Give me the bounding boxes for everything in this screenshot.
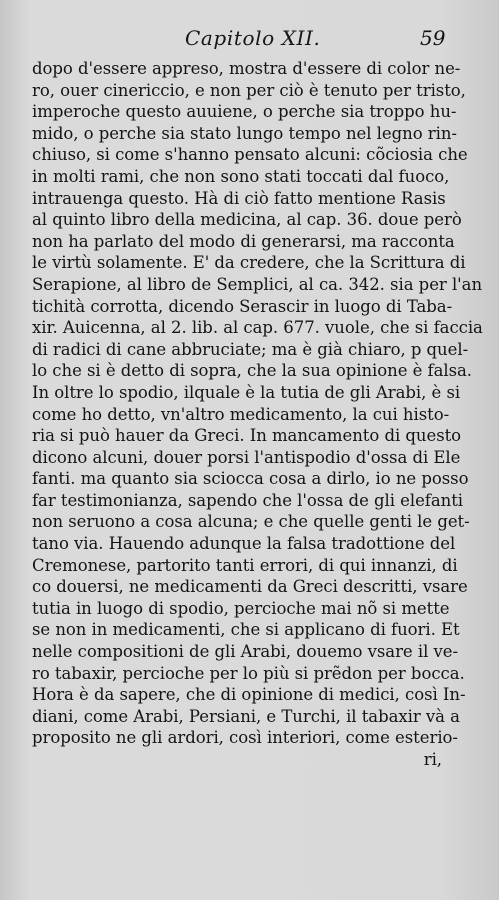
running-head: Capitolo XII. [185,26,321,50]
text-line: come ho detto, vn'altro medicamento, la cui histo- [32,404,450,424]
text-line: non ha parlato del modo di generarsi, ma racconta [32,231,455,251]
text-line: fanti. ma quanto sia sciocca cosa a dirlo, io ne posso [32,469,469,489]
text-line: xir. Auicenna, al 2. lib. al cap. 677. vuole, che si faccia [32,318,483,338]
text-line: non seruono a cosa alcuna; e che quelle genti le get- [32,512,470,532]
text-line: le virtù solamente. E' da credere, che la Scrittura di [32,253,466,273]
text-line: dicono alcuni, douer porsi l'antispodio d'ossa di Ele [32,447,461,467]
text-line: Cremonese, partorito tanti errori, di qui innanzi, di [32,555,458,575]
text-line: chiuso, si come s'hanno pensato alcuni: cõciosia che [32,145,468,165]
text-line: Serapione, al libro de Semplici, al ca. 342. sia per l'an [32,274,483,294]
text-line: proposito ne gli ardori, così interiori, come esterio- [32,728,458,748]
text-line: ro, ouer cinericcio, e non per ciò è tenuto per tristo, [32,80,466,100]
show-through-shadow [390,755,499,845]
text-line: di radici di cane abbruciate; ma è già chiaro, p quel- [32,339,469,359]
body-text [32,58,483,771]
text-line: intrauenga questo. Hà di ciò fatto mentione Rasis [32,188,446,208]
text-line: se non in medicamenti, che si applicano di fuori. Et [32,620,460,640]
text-line: mido, o perche sia stato lungo tempo nel legno rin- [32,123,457,143]
page-number: 59 [420,26,446,50]
page-header [0,22,499,52]
text-line: far testimonianza, sapendo che l'ossa de gli elefanti [32,490,464,510]
text-line: In oltre lo spodio, ilquale è la tutia de gli Arabi, è si [32,382,461,402]
text-line: co douersi, ne medicamenti da Greci descritti, vsare [32,577,468,597]
text-line: dopo d'essere appreso, mostra d'essere di color ne- [32,59,461,78]
text-line: Hora è da sapere, che di opinione di medici, così In- [32,685,466,705]
text-line-last: ri, [423,750,442,769]
text-line: al quinto libro della medicina, al cap. 36. doue però [32,210,462,230]
text-line: in molti rami, che non sono stati toccati dal fuoco, [32,166,450,186]
text-line: ria si può hauer da Greci. In mancamento di questo [32,426,462,446]
text-line: lo che si è detto di sopra, che la sua opinione è falsa. [32,361,473,381]
text-line: tichità corrotta, dicendo Serascir in luogo di Taba- [32,296,453,316]
text-line: diani, come Arabi, Persiani, e Turchi, il tabaxir và a [32,706,460,726]
text-line: ro tabaxir, percioche per lo più si prẽdon per bocca. [32,663,465,683]
text-line: nelle compositioni de gli Arabi, douemo vsare il ve- [32,642,459,662]
text-line: tano via. Hauendo adunque la falsa tradottione del [32,534,456,554]
text-line: tutia in luogo di spodio, percioche mai nõ si mette [32,598,450,618]
text-line: imperoche questo auuiene, o perche sia troppo hu- [32,102,457,122]
